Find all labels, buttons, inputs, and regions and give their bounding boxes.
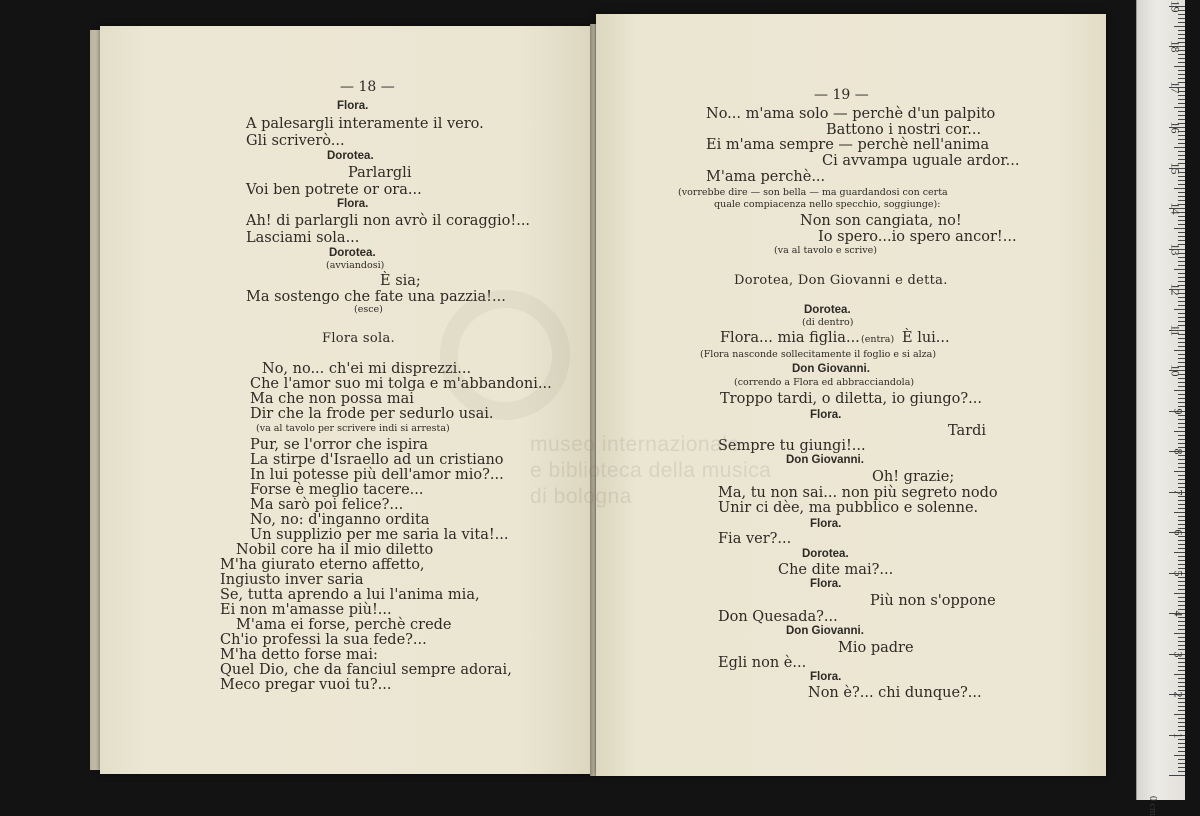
ruler-number: 5 bbox=[1171, 570, 1186, 576]
ruler-tick bbox=[1178, 313, 1185, 314]
verse-line: Un supplizio per me saria la vita!... bbox=[250, 527, 509, 543]
ruler-tick bbox=[1178, 747, 1185, 748]
ruler-tick bbox=[1178, 277, 1185, 278]
ruler-tick bbox=[1178, 297, 1185, 298]
ruler-tick bbox=[1178, 601, 1185, 602]
ruler-tick bbox=[1174, 512, 1185, 513]
verse-line: Fia ver?... bbox=[718, 531, 792, 547]
ruler-number: 2 bbox=[1171, 691, 1186, 698]
ruler-number: 10 bbox=[1168, 364, 1183, 377]
ruler-tick bbox=[1178, 382, 1185, 383]
ruler-tick bbox=[1178, 419, 1185, 420]
ruler-tick bbox=[1178, 710, 1185, 711]
ruler-tick bbox=[1178, 423, 1185, 424]
verse-line: Meco pregar vuoi tu?... bbox=[220, 677, 392, 693]
ruler-tick bbox=[1178, 184, 1185, 185]
ruler-tick bbox=[1174, 552, 1185, 553]
ruler-tick bbox=[1178, 621, 1185, 622]
ruler-tick bbox=[1178, 236, 1185, 237]
ruler-tick bbox=[1174, 107, 1185, 108]
stage-direction: (vorrebbe dire — son bella — ma guardandosi con certa bbox=[678, 187, 948, 198]
verse-line: Unir ci dèe, ma pubblico e solenne. bbox=[718, 500, 979, 516]
speaker: Don Giovanni. bbox=[792, 363, 870, 375]
ruler-number: 3 bbox=[1171, 651, 1186, 657]
ruler-tick bbox=[1178, 682, 1185, 683]
stage-direction: (Flora nasconde sollecitamente il foglio e si alza) bbox=[700, 349, 937, 360]
ruler-tick bbox=[1178, 99, 1185, 100]
measurement-ruler bbox=[1136, 0, 1186, 816]
verse-line: M'ha giurato eterno affetto, bbox=[220, 557, 425, 573]
verse-line: Pur, se l'orror che ispira bbox=[250, 437, 428, 453]
ruler-number: 4 bbox=[1171, 610, 1186, 617]
ruler-tick bbox=[1178, 759, 1185, 760]
ruler-tick bbox=[1178, 662, 1185, 663]
ruler-tick bbox=[1178, 402, 1185, 403]
verse-line: Ci avvampa uguale ardor... bbox=[822, 153, 1020, 169]
ruler-number: 6 bbox=[1171, 529, 1186, 536]
watermark-line: di bologna bbox=[530, 485, 632, 508]
ruler-tick bbox=[1178, 670, 1185, 671]
ruler-number: 1 bbox=[1171, 732, 1186, 738]
ruler-tick bbox=[1178, 516, 1185, 517]
ruler-tick bbox=[1178, 362, 1185, 363]
ruler-tick bbox=[1178, 180, 1185, 181]
verse-line: Oh! grazie; bbox=[872, 469, 955, 485]
ruler-tick bbox=[1178, 398, 1185, 399]
ruler-tick bbox=[1178, 504, 1185, 505]
ruler-tick bbox=[1178, 151, 1185, 152]
ruler-tick bbox=[1178, 666, 1185, 667]
verse-line: Non son cangiata, no! bbox=[800, 213, 962, 229]
verse-line: No, no: d'inganno ordita bbox=[250, 512, 430, 528]
verse-line: Ma che non possa mai bbox=[250, 391, 414, 407]
ruler-tick bbox=[1178, 196, 1185, 197]
ruler-tick bbox=[1178, 305, 1185, 306]
verse-line: Non è?... chi dunque?... bbox=[808, 685, 982, 701]
ruler-tick bbox=[1178, 342, 1185, 343]
ruler-tick bbox=[1178, 641, 1185, 642]
ruler-tick bbox=[1178, 629, 1185, 630]
ruler-number: 7 bbox=[1171, 489, 1186, 495]
verse-line: Ei non m'amasse più!... bbox=[220, 602, 392, 618]
verse-line: È sia; bbox=[380, 273, 421, 289]
verse-line: In lui potesse più dell'amor mio?... bbox=[250, 467, 504, 483]
ruler-tick bbox=[1178, 463, 1185, 464]
ruler-number: 13 bbox=[1168, 243, 1183, 255]
ruler-tick bbox=[1178, 216, 1185, 217]
ruler-tick bbox=[1178, 281, 1185, 282]
verse-line: Mio padre bbox=[838, 640, 914, 656]
ruler-tick bbox=[1178, 70, 1185, 71]
ruler-tick bbox=[1178, 378, 1185, 379]
speaker: Flora. bbox=[810, 409, 842, 421]
ruler-tick bbox=[1178, 30, 1185, 31]
speaker: Flora. bbox=[810, 671, 842, 683]
verse-line: Flora... mia figlia... bbox=[720, 330, 860, 346]
speaker: Dorotea. bbox=[804, 304, 851, 316]
ruler-tick bbox=[1178, 544, 1185, 545]
speaker: Flora. bbox=[337, 198, 369, 210]
ruler-tick bbox=[1178, 62, 1185, 63]
ruler-tick bbox=[1178, 155, 1185, 156]
ruler-tick bbox=[1178, 771, 1185, 772]
ruler-tick bbox=[1178, 257, 1185, 258]
ruler-tick bbox=[1178, 232, 1185, 233]
ruler-tick bbox=[1178, 135, 1185, 136]
verse-line: Forse è meglio tacere... bbox=[250, 482, 424, 498]
ruler-tick bbox=[1178, 479, 1185, 480]
ruler-tick bbox=[1178, 159, 1185, 160]
ruler-tick bbox=[1178, 467, 1185, 468]
ruler-tick bbox=[1178, 548, 1185, 549]
ruler-tick bbox=[1174, 714, 1185, 715]
ruler-tick bbox=[1178, 240, 1185, 241]
ruler-tick bbox=[1178, 751, 1185, 752]
speaker: Don Giovanni. bbox=[786, 625, 864, 637]
verse-line: Ma, tu non sai... non più segreto nodo bbox=[718, 485, 998, 501]
ruler-tick bbox=[1178, 111, 1185, 112]
ruler-tick bbox=[1178, 439, 1185, 440]
ruler-tick bbox=[1178, 119, 1185, 120]
verse-line: Gli scriverò... bbox=[246, 133, 345, 149]
ruler-tick bbox=[1178, 394, 1185, 395]
stage-direction: (entra) bbox=[861, 334, 895, 345]
ruler-tick bbox=[1178, 317, 1185, 318]
speaker: Dorotea. bbox=[329, 247, 376, 259]
page-number: — 18 — bbox=[340, 79, 395, 95]
stage-direction: (va al tavolo per scrivere indi si arresta) bbox=[256, 423, 450, 434]
ruler-tick bbox=[1178, 200, 1185, 201]
stage-direction: (di dentro) bbox=[802, 317, 854, 328]
ruler-tick bbox=[1178, 637, 1185, 638]
verse-line: A palesargli interamente il vero. bbox=[246, 116, 484, 132]
ruler-tick bbox=[1178, 475, 1185, 476]
ruler-tick bbox=[1174, 147, 1185, 148]
ruler-number: 19 bbox=[1168, 0, 1183, 12]
ruler-tick bbox=[1178, 678, 1185, 679]
ruler-tick bbox=[1174, 188, 1185, 189]
ruler-tick bbox=[1178, 625, 1185, 626]
verse-line: Ch'io professi la sua fede?... bbox=[220, 632, 427, 648]
speaker: Don Giovanni. bbox=[786, 454, 864, 466]
ruler-number: 15 bbox=[1168, 162, 1183, 174]
ruler-tick bbox=[1178, 564, 1185, 565]
ruler-tick bbox=[1178, 143, 1185, 144]
verse-line: Parlargli bbox=[348, 165, 412, 181]
ruler-tick bbox=[1178, 54, 1185, 55]
ruler-tick bbox=[1178, 698, 1185, 699]
verse-line: Sempre tu giungi!... bbox=[718, 438, 866, 454]
verse-line: M'ha detto forse mai: bbox=[220, 647, 378, 663]
ruler-tick bbox=[1178, 338, 1185, 339]
verse-line: Ma sostengo che fate una pazzia!... bbox=[246, 289, 506, 305]
speaker: Dorotea. bbox=[802, 548, 849, 560]
ruler-tick bbox=[1178, 649, 1185, 650]
ruler-tick bbox=[1178, 617, 1185, 618]
ruler-tick bbox=[1178, 301, 1185, 302]
ruler-tick bbox=[1178, 176, 1185, 177]
verse-line: Se, tutta aprendo a lui l'anima mia, bbox=[220, 587, 480, 603]
ruler-number: 17 bbox=[1168, 81, 1183, 93]
ruler-number: 12 bbox=[1168, 283, 1183, 296]
ruler-number: 14 bbox=[1168, 202, 1183, 215]
ruler-tick bbox=[1178, 560, 1185, 561]
ruler-tick bbox=[1174, 390, 1185, 391]
ruler-tick bbox=[1178, 536, 1185, 537]
verse-line: Che dite mai?... bbox=[778, 562, 894, 578]
ruler-tick bbox=[1178, 589, 1185, 590]
ruler-tick bbox=[1178, 585, 1185, 586]
verse-line: Nobil core ha il mio diletto bbox=[236, 542, 434, 558]
verse-line: Ah! di parlargli non avrò il coraggio!... bbox=[246, 213, 531, 229]
ruler-tick bbox=[1178, 103, 1185, 104]
ruler-tick bbox=[1178, 718, 1185, 719]
ruler-tick bbox=[1174, 269, 1185, 270]
ruler-tick bbox=[1178, 58, 1185, 59]
ruler-tick bbox=[1178, 722, 1185, 723]
ruler-tick bbox=[1174, 593, 1185, 594]
ruler-tick bbox=[1178, 358, 1185, 359]
ruler-tick bbox=[1178, 556, 1185, 557]
verse-line: Che l'amor suo mi tolga e m'abbandoni... bbox=[250, 376, 552, 392]
stage-direction: (va al tavolo e scrive) bbox=[774, 245, 877, 256]
ruler-tick bbox=[1178, 524, 1185, 525]
ruler-tick bbox=[1178, 406, 1185, 407]
ruler-tick bbox=[1178, 18, 1185, 19]
ruler-tick bbox=[1178, 346, 1185, 347]
stage-direction: quale compiacenza nello specchio, soggiunge): bbox=[714, 199, 941, 210]
ruler-tick bbox=[1178, 508, 1185, 509]
ruler-tick bbox=[1174, 674, 1185, 675]
ruler-tick bbox=[1178, 78, 1185, 79]
verse-line: Ingiusto inver saria bbox=[220, 572, 364, 588]
verse-line: M'ama ei forse, perchè crede bbox=[236, 617, 452, 633]
ruler-tick bbox=[1178, 224, 1185, 225]
speaker: Dorotea. bbox=[327, 150, 374, 162]
verse-line: Lasciami sola... bbox=[246, 230, 360, 246]
ruler-tick bbox=[1178, 702, 1185, 703]
ruler-tick bbox=[1178, 443, 1185, 444]
ruler-tick bbox=[1178, 730, 1185, 731]
ruler-tick bbox=[1178, 500, 1185, 501]
ruler-tick bbox=[1178, 38, 1185, 39]
ruler-tick bbox=[1174, 26, 1185, 27]
ruler-tick bbox=[1178, 459, 1185, 460]
ruler-number: 8 bbox=[1171, 448, 1186, 455]
ruler-tick bbox=[1178, 321, 1185, 322]
ruler-tick bbox=[1174, 431, 1185, 432]
ruler-tick bbox=[1178, 597, 1185, 598]
verse-line: Più non s'oppone bbox=[870, 593, 996, 609]
ruler-tick bbox=[1178, 767, 1185, 768]
ruler-tick bbox=[1178, 74, 1185, 75]
ruler-number: 9 bbox=[1171, 408, 1186, 414]
ruler-unit-label: 0 cm bbox=[1147, 796, 1158, 816]
ruler-number: 16 bbox=[1168, 121, 1183, 134]
ruler-tick bbox=[1178, 115, 1185, 116]
ruler-number: 11 bbox=[1168, 324, 1183, 336]
ruler-tick bbox=[1178, 483, 1185, 484]
ruler-tick bbox=[1178, 540, 1185, 541]
ruler-tick bbox=[1174, 228, 1185, 229]
ruler-tick bbox=[1178, 435, 1185, 436]
ruler-tick bbox=[1178, 577, 1185, 578]
verse-line: Quel Dio, che da fanciul sempre adorai, bbox=[220, 662, 512, 678]
ruler-tick bbox=[1178, 427, 1185, 428]
verse-line: Don Quesada?... bbox=[718, 609, 838, 625]
verse-line: La stirpe d'Israello ad un cristiano bbox=[250, 452, 504, 468]
ruler-tick bbox=[1178, 192, 1185, 193]
ruler-tick bbox=[1178, 763, 1185, 764]
ruler-tick bbox=[1178, 14, 1185, 15]
right-page bbox=[596, 14, 1106, 776]
watermark-logo bbox=[440, 290, 570, 420]
ruler-tick bbox=[1178, 22, 1185, 23]
ruler-tick bbox=[1178, 95, 1185, 96]
ruler-tick bbox=[1178, 726, 1185, 727]
ruler-tick bbox=[1178, 354, 1185, 355]
ruler-tick bbox=[1174, 309, 1185, 310]
ruler-tick bbox=[1178, 605, 1185, 606]
ruler-tick bbox=[1174, 633, 1185, 634]
ruler-tick bbox=[1178, 34, 1185, 35]
verse-line: Troppo tardi, o diletta, io giungo?... bbox=[720, 391, 982, 407]
watermark-line: e biblioteca della musica bbox=[530, 459, 772, 482]
ruler-tick bbox=[1178, 265, 1185, 266]
ruler-tick bbox=[1174, 755, 1185, 756]
ruler-tick bbox=[1178, 273, 1185, 274]
ruler-tick bbox=[1178, 706, 1185, 707]
ruler-tick bbox=[1174, 66, 1185, 67]
scene-heading: Dorotea, Don Giovanni e detta. bbox=[734, 273, 948, 288]
ruler-tick bbox=[1178, 487, 1185, 488]
verse-line: Dir che la frode per sedurlo usai. bbox=[250, 406, 494, 422]
ruler-tick bbox=[1178, 220, 1185, 221]
page-number: — 19 — bbox=[814, 87, 869, 103]
verse-line: M'ama perchè... bbox=[706, 169, 826, 185]
stage-direction: (correndo a Flora ed abbracciandola) bbox=[734, 377, 915, 388]
verse-line: No... m'ama solo — perchè d'un palpito bbox=[706, 106, 996, 122]
speaker: Flora. bbox=[337, 100, 369, 112]
ruler-tick bbox=[1174, 471, 1185, 472]
verse-line: Battono i nostri cor... bbox=[826, 122, 982, 138]
scene-heading: Flora sola. bbox=[322, 331, 395, 346]
speaker: Flora. bbox=[810, 518, 842, 530]
ruler-number: 18 bbox=[1168, 40, 1183, 53]
ruler-tick bbox=[1178, 261, 1185, 262]
stage-direction: (esce) bbox=[354, 304, 383, 315]
stage-direction: (avviandosi) bbox=[326, 260, 385, 271]
ruler-tick bbox=[1178, 520, 1185, 521]
ruler-tick bbox=[1178, 645, 1185, 646]
ruler-tick bbox=[1178, 455, 1185, 456]
ruler-tick bbox=[1178, 568, 1185, 569]
ruler-tick bbox=[1178, 658, 1185, 659]
ruler-tick bbox=[1178, 686, 1185, 687]
verse-line: Voi ben potrete or ora... bbox=[246, 182, 422, 198]
speaker: Flora. bbox=[810, 578, 842, 590]
ruler-tick bbox=[1178, 139, 1185, 140]
ruler-tick bbox=[1178, 739, 1185, 740]
ruler-tick bbox=[1178, 496, 1185, 497]
ruler-tick bbox=[1178, 581, 1185, 582]
verse-line: Ma sarò poi felice?... bbox=[250, 497, 404, 513]
verse-line: Io spero...io spero ancor!... bbox=[818, 229, 1017, 245]
ruler-tick bbox=[1178, 415, 1185, 416]
verse-line: Ei m'ama sempre — perchè nell'anima bbox=[706, 137, 990, 153]
verse-line: È lui... bbox=[902, 330, 950, 346]
ruler-tick bbox=[1174, 350, 1185, 351]
ruler-tick bbox=[1178, 743, 1185, 744]
ruler-tick bbox=[1169, 775, 1185, 776]
ruler-tick bbox=[1178, 386, 1185, 387]
verse-line: No, no... ch'ei mi disprezzi... bbox=[262, 361, 472, 377]
verse-line: Tardi bbox=[948, 423, 987, 439]
watermark-line: museo internazionale bbox=[530, 433, 740, 456]
museum-watermark bbox=[530, 432, 771, 510]
verse-line: Egli non è... bbox=[718, 655, 807, 671]
